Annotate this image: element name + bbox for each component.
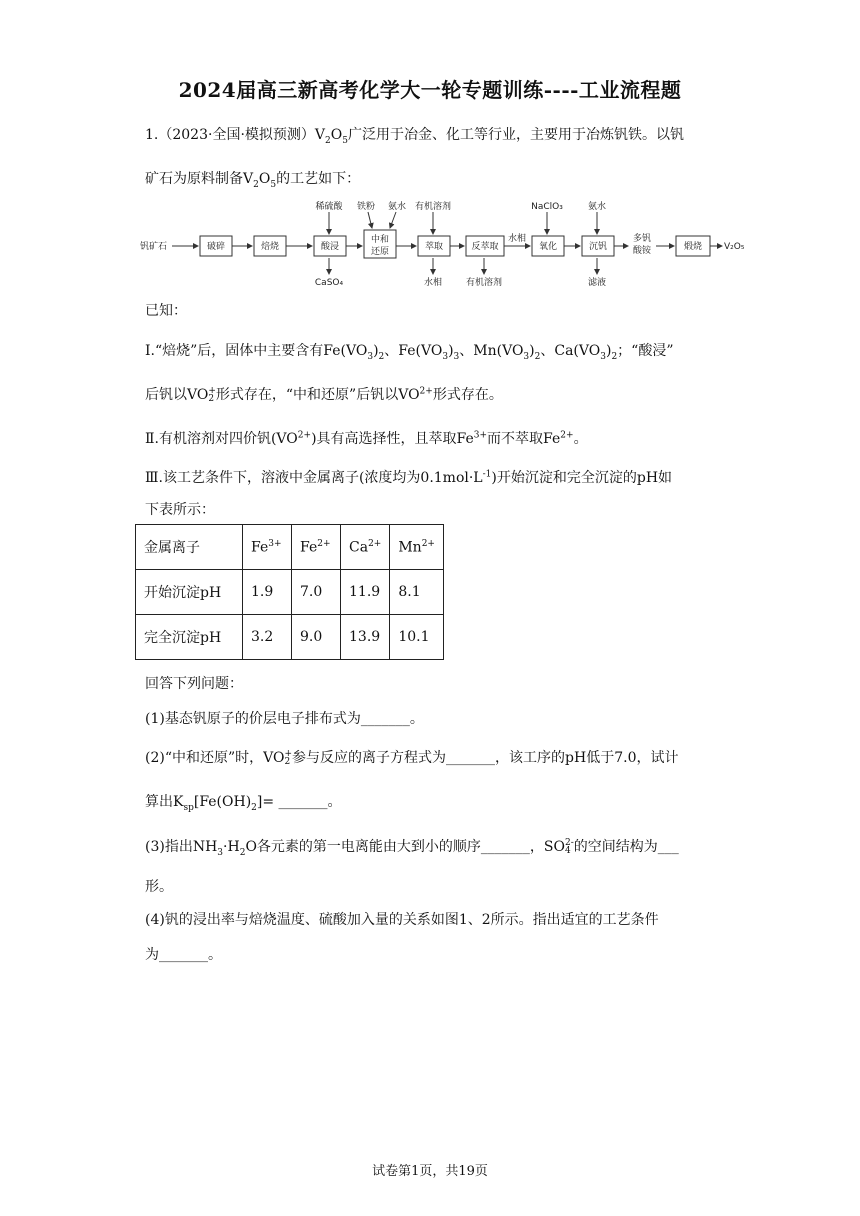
flow-output: 滤液 xyxy=(587,278,607,288)
flow-step-label: 焙烧 xyxy=(260,242,280,252)
page-title: 2024届高三新高考化学大一轮专题训练----工业流程题 xyxy=(178,78,682,102)
flow-product: V₂O₅ xyxy=(724,242,745,252)
table-cell: 11.9 xyxy=(341,570,390,615)
sub-question-3-cont: 形。 xyxy=(145,879,173,895)
question-source: （2023·全国·模拟预测） xyxy=(158,127,315,143)
table-cell: 13.9 xyxy=(341,615,390,660)
table-row xyxy=(136,570,444,615)
table-cell: 10.1 xyxy=(390,615,444,660)
process-flow-diagram xyxy=(140,198,760,290)
table-header-cell: 金属离子 xyxy=(136,525,243,570)
precipitation-table xyxy=(135,524,444,660)
flow-input: 氨水 xyxy=(587,202,607,212)
sub-question-4-cont: 为_______。 xyxy=(145,947,222,963)
known-item-1: I.“焙烧”后，固体中主要含有$Fe(VO_3)_2$、$Fe(VO_3)_3$、$Mn(VO_3)_2$、$Ca(VO_3)_2$；“酸浸” xyxy=(145,343,674,362)
flow-poly-label: 酸铵 xyxy=(632,246,652,256)
flow-input: NaClO₃ xyxy=(531,202,563,212)
flow-output: 水相 xyxy=(423,278,443,288)
sub-question-2: (2)“中和还原”时，VO + 2 参与反应的离子方程式为_______，该工序的pH低于7.0，试计 xyxy=(145,749,679,767)
page-footer: 试卷第1页，共19页 xyxy=(372,1164,488,1179)
flow-step-label: 萃取 xyxy=(424,242,444,252)
table-cell: 完全沉淀pH xyxy=(136,615,243,660)
flow-start: 钒矿石 xyxy=(140,242,168,252)
table-cell: 3.2 xyxy=(243,615,292,660)
known-item-3: Ⅲ.该工艺条件下，溶液中金属离子(浓度均为$0.1mol\cdot L^{-1}$)开始沉淀和完全沉淀的pH如 xyxy=(145,469,673,486)
flow-output: 有机溶剂 xyxy=(465,278,503,288)
flow-step-label: 破碎 xyxy=(206,242,226,252)
flow-input: 有机溶剂 xyxy=(414,202,452,212)
table-header-cell: $Mn^{2+}$ xyxy=(390,525,444,570)
answer-prompt: 回答下列问题： xyxy=(145,676,243,692)
table-header-cell: $Ca^{2+}$ xyxy=(341,525,390,570)
question-number: 1. xyxy=(145,127,159,143)
question-intro: 1.（2023·全国·模拟预测）$V_2O_5$广泛用于冶金、化工等行业，主要用于冶炼钒铁。以钒 xyxy=(145,127,684,146)
flow-step-label: 氧化 xyxy=(538,242,558,252)
sub-question-4: (4)钒的浸出率与焙烧温度、硫酸加入量的关系如图1、2所示。指出适宜的工艺条件 xyxy=(145,912,659,928)
table-header-cell: $Fe^{3+}$ xyxy=(243,525,292,570)
flow-water-phase: 水相 xyxy=(507,234,527,244)
flow-input: 稀硫酸 xyxy=(315,202,343,212)
table-cell: 开始沉淀pH xyxy=(136,570,243,615)
known-item-1-cont: 后钒以VO + 2 形式存在，“中和还原”后钒以$VO^{2+}$形式存在。 xyxy=(145,386,503,404)
table-cell: 9.0 xyxy=(292,615,341,660)
table-header-cell: $Fe^{2+}$ xyxy=(292,525,341,570)
known-heading: 已知： xyxy=(145,303,187,319)
flow-poly-label: 多钒 xyxy=(632,234,652,244)
flow-step-label: 酸浸 xyxy=(320,242,340,252)
flow-output: CaSO₄ xyxy=(314,278,344,288)
flow-step-label: 还原 xyxy=(370,247,390,257)
sub-question-1: (1)基态钒原子的价层电子排布式为_______。 xyxy=(145,711,424,727)
flow-step-label: 反萃取 xyxy=(471,242,499,252)
flow-step-label: 沉钒 xyxy=(588,242,608,252)
table-header-row xyxy=(136,525,444,570)
table-row xyxy=(136,615,444,660)
flow-input: 铁粉 xyxy=(356,202,376,212)
flow-input: 氨水 xyxy=(387,202,407,212)
sub-question-2-cont: 算出$K_{sp}[Fe(OH)_2]=$ _______。 xyxy=(145,794,342,813)
question-intro-2: 矿石为原料制备$V_2O_5$的工艺如下： xyxy=(145,171,361,190)
flow-step-label: 中和 xyxy=(370,235,390,245)
flow-step-label: 煅烧 xyxy=(683,242,703,252)
table-cell: 8.1 xyxy=(390,570,444,615)
known-item-2: Ⅱ.有机溶剂对四价钒$(VO^{2+})$具有高选择性，且萃取$Fe^{3+}$而不萃取$Fe^{2+}$。 xyxy=(145,430,588,447)
table-cell: 1.9 xyxy=(243,570,292,615)
table-cell: 7.0 xyxy=(292,570,341,615)
known-item-3-cont: 下表所示： xyxy=(145,502,215,518)
sub-question-3: (3)指出$NH_3\cdot H_2O$各元素的第一电离能由大到小的顺序_______，SO 2- 4 的空间结构为___ xyxy=(145,838,679,858)
